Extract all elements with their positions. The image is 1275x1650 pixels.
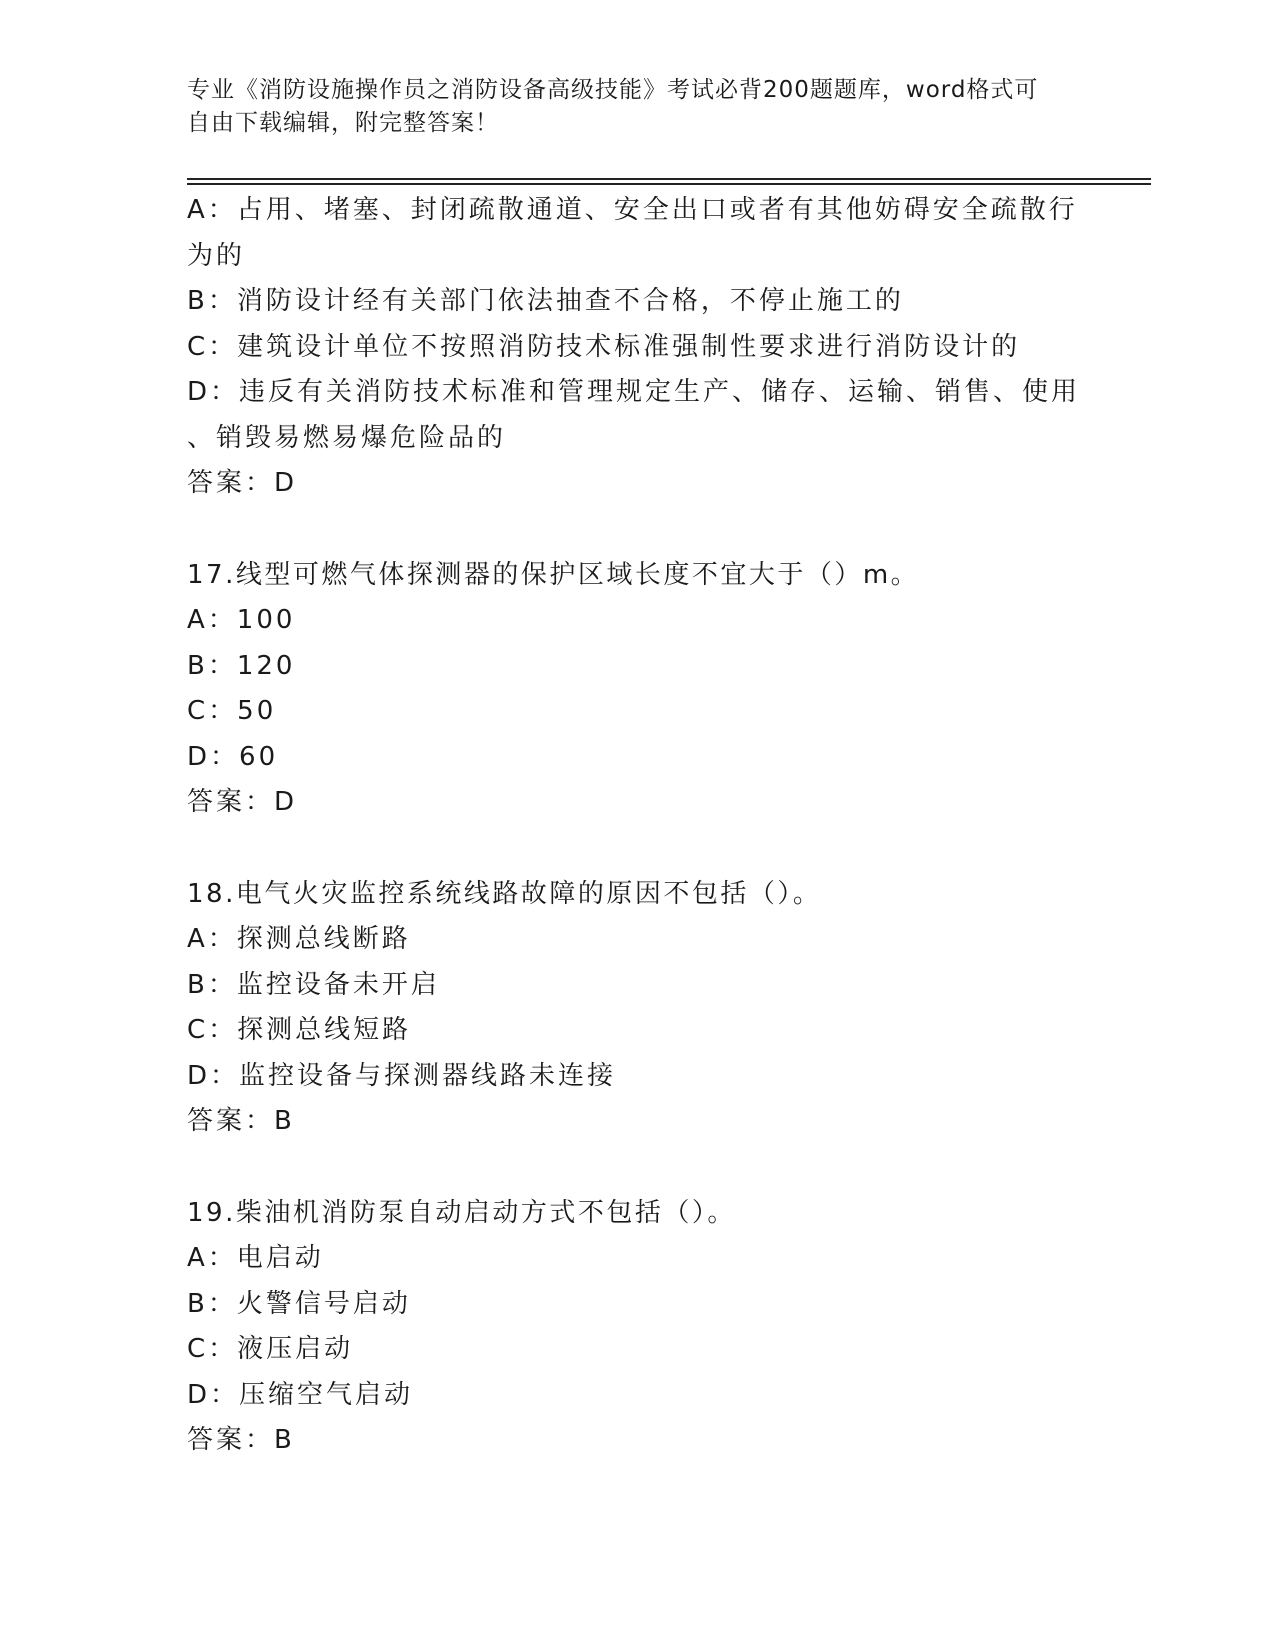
- answer: [187, 780, 1087, 826]
- option-d: D：压缩空气启动: [187, 1379, 414, 1410]
- spacer: [187, 1145, 1087, 1191]
- answer-value: B: [274, 1425, 293, 1455]
- question-stem: 17.线型可燃气体探测器的保护区域长度不宜大于（）m。: [187, 559, 920, 590]
- option-c: C：液压启动: [187, 1334, 354, 1364]
- option-d-continued: 、销毁易燃易爆危险品的: [187, 422, 507, 453]
- question-17: [187, 553, 1087, 826]
- question-list: [187, 188, 1087, 1464]
- option-c: C：建筑设计单位不按照消防技术标准强制性要求进行消防设计的: [187, 331, 1021, 362]
- option-b: B：火警信号启动: [187, 1288, 411, 1319]
- answer: [187, 1418, 1087, 1464]
- header-divider-top: [187, 178, 1151, 180]
- answer-label: 答案：: [187, 787, 275, 817]
- option-a: A：占用、堵塞、封闭疏散通道、安全出口或者有其他妨碍安全疏散行: [187, 195, 1078, 225]
- question-16-tail: [187, 188, 1087, 507]
- option-d: D：60: [187, 741, 279, 772]
- option-a: A：100: [187, 605, 296, 635]
- option-c: C：探测总线短路: [187, 1015, 412, 1045]
- header-line-2: 自由下载编辑，附完整答案！: [187, 110, 499, 136]
- answer-value: D: [274, 787, 296, 817]
- answer-label: 答案：: [187, 1106, 275, 1136]
- answer-value: D: [274, 468, 296, 498]
- answer-label: 答案：: [187, 468, 275, 498]
- document-header: [187, 74, 1067, 140]
- option-b: B：监控设备未开启: [187, 969, 440, 1000]
- option-a: A：电启动: [187, 1243, 324, 1273]
- question-stem: 18.电气火灾监控系统线路故障的原因不包括（）。: [187, 878, 822, 909]
- question-stem: 19.柴油机消防泵自动启动方式不包括（）。: [187, 1197, 736, 1228]
- option-d: D：监控设备与探测器线路未连接: [187, 1060, 617, 1091]
- header-divider-bottom: [187, 183, 1151, 185]
- answer: [187, 1099, 1087, 1145]
- spacer: [187, 507, 1087, 553]
- answer-label: 答案：: [187, 1425, 275, 1455]
- answer: [187, 461, 1087, 507]
- answer-value: B: [274, 1106, 293, 1136]
- option-a: A：探测总线断路: [187, 924, 411, 954]
- header-line-1: 专业《消防设施操作员之消防设备高级技能》考试必背200题题库，word格式可: [187, 77, 1039, 103]
- question-19: [187, 1191, 1087, 1464]
- option-b: B：120: [187, 650, 296, 681]
- question-18: [187, 872, 1087, 1145]
- option-a-continued: 为的: [187, 240, 246, 271]
- option-d: D：违反有关消防技术标准和管理规定生产、储存、运输、销售、使用: [187, 377, 1081, 407]
- option-b: B：消防设计经有关部门依法抽查不合格，不停止施工的: [187, 286, 904, 316]
- option-c: C：50: [187, 696, 277, 726]
- spacer: [187, 826, 1087, 872]
